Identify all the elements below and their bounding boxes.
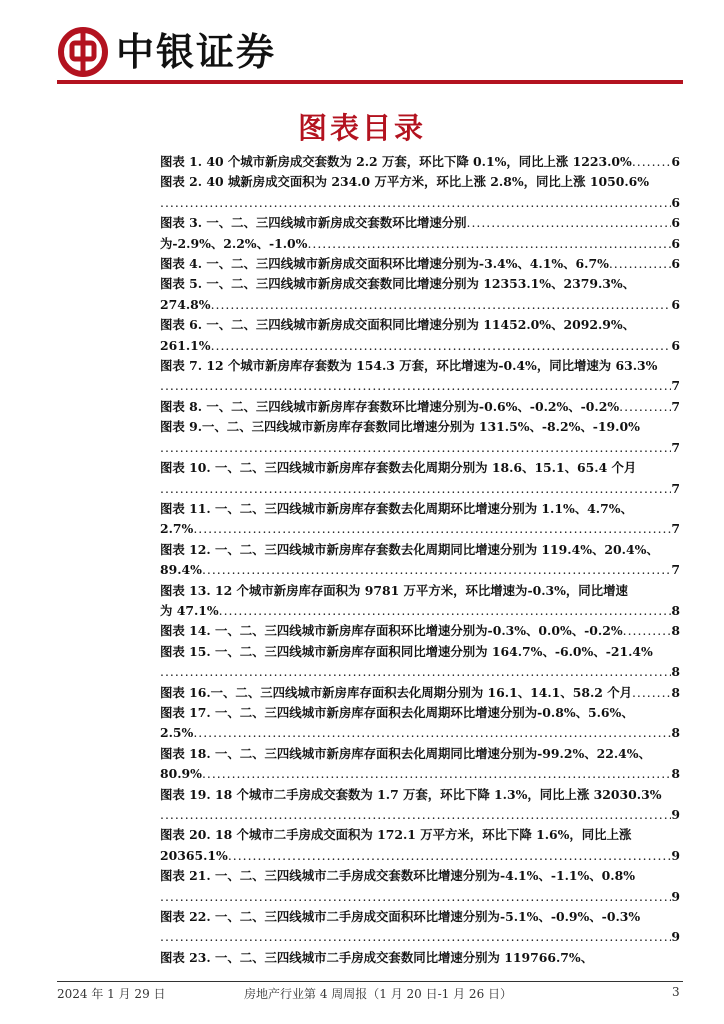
toc-leader-dots — [160, 662, 671, 682]
toc-page-number: 7 — [671, 439, 680, 455]
brand-name: 中银证券 — [116, 30, 277, 74]
toc-entry[interactable] — [160, 907, 680, 948]
toc-page-number: 8 — [671, 725, 680, 741]
toc-page-number: 6 — [671, 154, 680, 169]
toc-entry-text: 图表 20. 18 个城市二手房成交面积为 172.1 万平方米，环比下降 1.6%，同比上涨 — [160, 827, 632, 843]
toc-leader-dots — [623, 621, 672, 641]
toc-entry[interactable] — [160, 172, 680, 213]
toc-entry[interactable] — [160, 213, 680, 233]
toc-entry-text: 图表 4. 一、二、三四线城市新房成交面积环比增速分别为-3.4%、4.1%、6.7% — [160, 256, 609, 272]
toc-entry-text: 2.7% — [160, 521, 194, 537]
toc-entry-text: 图表 21. 一、二、三四线城市二手房成交套数环比增速分别为-4.1%、-1.1%、0.8% — [160, 868, 636, 884]
toc-leader-dots — [609, 254, 672, 274]
toc-entry-text: 图表 10. 一、二、三四线城市新房库存套数去化周期分别为 18.6、15.1、65.4 个月 — [160, 460, 637, 476]
toc-page-number: 7 — [671, 378, 680, 394]
footer-date: 2024 年 1 月 29 日 — [57, 987, 166, 1001]
toc-entry-text: 80.9% — [160, 766, 202, 782]
toc-entry[interactable] — [160, 356, 680, 397]
toc-page-number: 9 — [671, 929, 680, 945]
header-rule — [57, 80, 683, 84]
toc-entry-text: 261.1% — [160, 337, 211, 353]
toc-entry[interactable] — [160, 152, 680, 172]
toc-page-number: 6 — [671, 296, 680, 312]
toc-entry-text: 图表 1. 40 个城市新房成交套数为 2.2 万套，环比下降 0.1%，同比上涨 1223.0% — [160, 154, 632, 169]
toc-entry-text: 图表 2. 40 城新房成交面积为 234.0 万平方米，环比上涨 2.8%，同比上涨 1050.6% — [160, 174, 650, 190]
toc-entry-text: 图表 19. 18 个城市二手房成交套数为 1.7 万套，环比下降 1.3%，同比上涨 32030.3% — [160, 786, 662, 802]
toc-page-number: 7 — [671, 398, 680, 414]
toc-entry-text: 图表 18. 一、二、三四线城市新房库存面积去化周期同比增速分别为-99.2%、22.4%、 — [160, 745, 651, 761]
toc-entry-text: 图表 7. 12 个城市新房库存套数为 154.3 万套，环比增速为-0.4%，同比增速为 63.3% — [160, 358, 658, 374]
toc-page-number: 8 — [671, 602, 680, 618]
toc-page-number: 6 — [671, 256, 680, 272]
toc-entry[interactable] — [160, 683, 680, 703]
toc-leader-dots — [160, 193, 671, 213]
toc-entry-text: 图表 22. 一、二、三四线城市二手房成交面积环比增速分别为-5.1%、-0.9%、-0.3% — [160, 909, 641, 925]
toc-entry[interactable] — [160, 274, 680, 315]
toc-entry[interactable] — [160, 540, 680, 581]
toc-page-number: 6 — [671, 337, 680, 353]
toc-page-number: 9 — [671, 847, 680, 863]
toc-leader-dots — [160, 887, 671, 907]
footer-page-number: 3 — [672, 985, 680, 999]
toc-entry-text: 图表 6. 一、二、三四线城市新房成交面积同比增速分别为 11452.0%、2092.9%、 — [160, 317, 636, 333]
toc-entry-text: 20365.1% — [160, 847, 228, 863]
toc-entry[interactable] — [160, 315, 680, 356]
page-header — [0, 0, 724, 90]
toc-entry-text: 图表 23. 一、二、三四线城市二手房成交套数同比增速分别为 119766.7%、 — [160, 949, 594, 965]
toc-entry-text: 274.8% — [160, 296, 211, 312]
toc-page-number: 6 — [671, 235, 680, 251]
toc-entry[interactable] — [160, 417, 680, 458]
toc-entry[interactable] — [160, 948, 680, 968]
toc-entry-text: 图表 11. 一、二、三四线城市新房库存套数去化周期环比增速分别为 1.1%、4.7%、 — [160, 500, 633, 516]
bank-of-china-logo-icon — [57, 26, 109, 78]
toc-page-number: 9 — [671, 807, 680, 822]
toc-leader-dots — [160, 376, 671, 396]
toc-entry[interactable] — [160, 254, 680, 274]
toc-leader-dots — [211, 295, 672, 315]
toc-list — [160, 152, 680, 968]
toc-entry[interactable] — [160, 825, 680, 866]
toc-entry-text: 89.4% — [160, 562, 202, 578]
toc-entry[interactable] — [160, 499, 680, 540]
toc-entry[interactable] — [160, 703, 680, 744]
toc-leader-dots — [160, 927, 671, 947]
toc-page-number: 9 — [671, 888, 680, 904]
toc-entry-text: 图表 5. 一、二、三四线城市新房成交套数同比增速分别为 12353.1%、2379.3%、 — [160, 276, 636, 292]
toc-entry-text: 图表 13. 12 个城市新房库存面积为 9781 万平方米，环比增速为-0.3%，同比增速 — [160, 582, 628, 598]
page-title: 图表目录 — [297, 111, 426, 145]
toc-entry-text: 图表 15. 一、二、三四线城市新房库存面积同比增速分别为 164.7%、-6.0%、-21.4% — [160, 643, 653, 659]
toc-entry[interactable] — [160, 866, 680, 907]
toc-leader-dots — [307, 234, 671, 254]
toc-entry[interactable] — [160, 234, 680, 254]
footer-report-title: 房地产行业第 4 周周报（1 月 20 日-1 月 26 日） — [244, 987, 513, 1001]
toc-leader-dots — [160, 805, 671, 825]
footer-rule — [57, 981, 683, 982]
toc-entry-text: 图表 17. 一、二、三四线城市新房库存面积去化周期环比增速分别为-0.8%、5.6%、 — [160, 704, 634, 720]
toc-leader-dots — [219, 601, 672, 621]
toc-entry-text: 图表 12. 一、二、三四线城市新房库存套数去化周期同比增速分别为 119.4%、20.4%、 — [160, 541, 659, 557]
toc-page-number: 6 — [671, 215, 680, 231]
toc-entry-text: 图表 9.一、二、三四线城市新房库存套数同比增速分别为 131.5%、-8.2%、-19.0% — [160, 419, 640, 435]
toc-page-number: 8 — [671, 664, 680, 680]
toc-page-number: 8 — [671, 623, 680, 639]
toc-entry-text: 图表 14. 一、二、三四线城市新房库存面积环比增速分别为-0.3%、0.0%、-0.2% — [160, 623, 623, 639]
toc-page-number: 8 — [671, 684, 680, 700]
toc-leader-dots — [160, 438, 671, 458]
toc-leader-dots — [228, 846, 672, 866]
toc-entry[interactable] — [160, 621, 680, 641]
toc-leader-dots — [619, 397, 671, 417]
toc-entry[interactable] — [160, 642, 680, 683]
toc-entry-text: 为 47.1% — [160, 602, 219, 618]
toc-leader-dots — [202, 764, 671, 784]
toc-leader-dots — [632, 683, 671, 703]
toc-entry[interactable] — [160, 581, 680, 622]
toc-leader-dots — [160, 479, 671, 499]
toc-entry-text: 2.5% — [160, 725, 194, 741]
toc-entry-text: 图表 16.一、二、三四线城市新房库存面积去化周期分别为 16.1、14.1、58.2 个月 — [160, 684, 632, 700]
toc-entry-text: 图表 8. 一、二、三四线城市新房库存套数环比增速分别为-0.6%、-0.2%、-0.2% — [160, 398, 620, 414]
toc-entry[interactable] — [160, 744, 680, 785]
toc-leader-dots — [467, 213, 672, 233]
toc-page-number: 7 — [671, 562, 680, 578]
toc-leader-dots — [632, 152, 672, 172]
toc-page-number: 7 — [671, 521, 680, 537]
toc-entry-text: 为-2.9%、2.2%、-1.0% — [160, 235, 308, 251]
toc-leader-dots — [193, 519, 671, 539]
toc-page-number: 8 — [671, 766, 680, 782]
toc-leader-dots — [202, 560, 671, 580]
toc-leader-dots — [193, 723, 671, 743]
toc-leader-dots — [211, 336, 672, 356]
toc-entry-text: 图表 3. 一、二、三四线城市新房成交套数环比增速分别 — [160, 215, 467, 231]
toc-page-number: 7 — [671, 480, 680, 496]
toc-page-number: 6 — [671, 194, 680, 210]
toc-entry[interactable] — [160, 458, 680, 499]
toc-entry[interactable] — [160, 397, 680, 417]
toc-entry[interactable] — [160, 785, 680, 826]
